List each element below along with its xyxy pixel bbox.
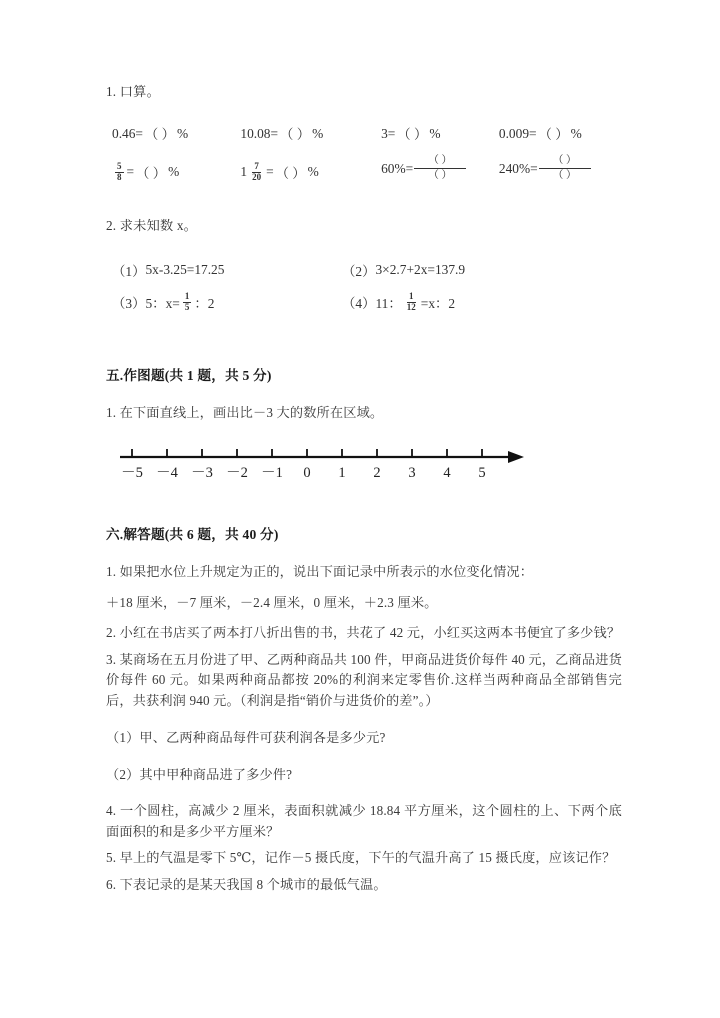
percent-icon: % bbox=[168, 164, 180, 180]
fraction-five-eighths bbox=[115, 162, 124, 182]
fraction-numerator: 1 bbox=[409, 291, 414, 302]
number-line-label-2: －3 bbox=[191, 465, 213, 482]
blank-fraction-8[interactable] bbox=[539, 155, 591, 182]
oral-calc-item-7-op: = bbox=[405, 160, 414, 176]
oral-calc-item-3-left: 3= bbox=[381, 125, 396, 141]
solve-x-item-2-text: 3×2.7+2x=137.9 bbox=[375, 262, 466, 278]
percent-icon: % bbox=[570, 125, 582, 141]
solve-x-item-1-text: 5x-3.25=17.25 bbox=[145, 262, 225, 278]
solve-x-item-1-label: （1） bbox=[112, 263, 146, 279]
fraction-denominator: 8 bbox=[117, 171, 122, 182]
solve-x-item-2 bbox=[342, 261, 532, 280]
percent-icon: % bbox=[307, 164, 319, 180]
oral-calc-item-5-op: = bbox=[126, 164, 135, 180]
number-line-label-10: 5 bbox=[478, 465, 486, 482]
page-content bbox=[106, 82, 622, 895]
number-line-label-8: 3 bbox=[408, 465, 416, 482]
section-five-question: 1. 在下面直线上，画出比－3 大的数所在区域。 bbox=[106, 405, 384, 421]
oral-calc-item-4-blank[interactable]: （ ） bbox=[538, 127, 569, 142]
blank-fraction-denominator[interactable]: （ ） bbox=[552, 170, 577, 182]
oral-calc-item-8-left: 240% bbox=[498, 160, 531, 176]
blank-fraction-denominator[interactable]: （ ） bbox=[428, 170, 452, 182]
fraction-one-fifth bbox=[183, 292, 192, 312]
section-six-q4: 4. 一个圆柱，高减少 2 厘米，表面积就减少 18.84 平方厘米，这个圆柱的上、下两个底面面积的和是多少平方厘米？ bbox=[106, 803, 622, 839]
oral-calc-title bbox=[106, 82, 622, 102]
oral-calc-item-3-blank[interactable]: （ ） bbox=[397, 127, 428, 142]
number-line-label-5: 0 bbox=[303, 465, 311, 482]
oral-calc-item-8 bbox=[499, 155, 622, 182]
solve-x-item-4-suffix: =x：2 bbox=[420, 295, 456, 311]
solve-x-item-2-label: （2） bbox=[342, 263, 376, 279]
number-line-label-6: 1 bbox=[338, 465, 346, 482]
blank-fraction-numerator[interactable]: （ ） bbox=[414, 155, 466, 169]
solve-x-item-1 bbox=[112, 261, 342, 280]
fraction-denominator: 20 bbox=[252, 171, 262, 182]
fraction-denominator: 5 bbox=[184, 301, 190, 312]
solve-x-item-4 bbox=[342, 292, 532, 312]
solve-x-item-3 bbox=[112, 292, 342, 312]
section-six-q1-line2: ＋18 厘米，－7 厘米，－2.4 厘米，0 厘米，＋2.3 厘米。 bbox=[106, 595, 438, 611]
oral-calc-item-8-op: = bbox=[530, 160, 538, 176]
solve-x-row-2 bbox=[112, 290, 622, 314]
oral-calc-item-7 bbox=[381, 155, 499, 182]
fraction-one-twelfth bbox=[405, 292, 418, 312]
section-five-heading: 五.作图题(共 1 题，共 5 分) bbox=[106, 368, 272, 384]
oral-calc-item-1-left: 0.46= bbox=[112, 125, 143, 141]
mixed-number-one-seven-twentieths bbox=[240, 162, 266, 182]
number-line-label-0: －5 bbox=[121, 465, 143, 482]
oral-calc-item-2 bbox=[240, 124, 381, 143]
number-line-arrow-icon bbox=[508, 451, 524, 463]
fraction-numerator: 7 bbox=[254, 161, 259, 172]
solve-x-item-3-label: （3） bbox=[112, 295, 146, 311]
oral-calc-item-6-blank[interactable]: （ ） bbox=[275, 165, 306, 181]
section-six-q3: 3. 某商场在五月份进了甲、乙两种商品共 100 件，甲商品进货价每件 40 元，乙商品进货价每件 60 元。如果两种商品都按 20%的利润来定零售价.这样当两种商品全部销售完后，共获利润 940 元。（利润是指“销价与进货价的差”。） bbox=[106, 651, 622, 708]
number-line-label-4: －1 bbox=[261, 465, 283, 482]
fraction-seven-twentieths bbox=[250, 162, 263, 182]
mixed-whole: 1 bbox=[240, 164, 248, 180]
section-six-q2: 2. 小红在书店买了两本打八折出售的书，共花了 42 元，小红买这两本书便宜了多少钱？ bbox=[106, 625, 621, 641]
oral-calc-item-5-blank[interactable]: （ ） bbox=[135, 165, 167, 181]
fraction-numerator: 1 bbox=[184, 291, 190, 302]
oral-calc-row-2 bbox=[112, 155, 622, 182]
number-line-label-1: －4 bbox=[156, 465, 178, 482]
oral-calc-title-text: 口算。 bbox=[119, 84, 160, 99]
number-line-label-7: 2 bbox=[373, 465, 381, 482]
oral-calc-item-4 bbox=[499, 124, 622, 143]
percent-icon: % bbox=[177, 125, 189, 141]
solve-x-number: 2. bbox=[106, 218, 117, 234]
solve-x-item-4-label: （4） bbox=[342, 295, 376, 311]
blank-fraction-7[interactable] bbox=[414, 155, 466, 182]
fraction-numerator: 5 bbox=[117, 161, 122, 172]
oral-calc-item-2-left: 10.08= bbox=[240, 125, 279, 141]
blank-fraction-numerator[interactable]: （ ） bbox=[539, 155, 591, 169]
section-six-q5: 5. 早上的气温是零下 5℃，记作－5 摄氏度，下午的气温升高了 15 摄氏度，应该记作？ bbox=[106, 850, 616, 866]
section-six-q6: 6. 下表记录的是某天我国 8 个城市的最低气温。 bbox=[106, 876, 387, 892]
oral-calc-item-6-op: = bbox=[266, 164, 274, 180]
oral-calc-item-1 bbox=[112, 124, 240, 143]
percent-icon: % bbox=[312, 125, 324, 141]
number-line-ticks bbox=[132, 449, 482, 457]
solve-x-item-3-prefix: 5：x= bbox=[145, 295, 180, 311]
section-six-q3-sub2: （2）其中甲种商品进了多少件? bbox=[106, 767, 293, 783]
oral-calc-item-1-blank[interactable]: （ ） bbox=[144, 127, 176, 142]
solve-x-row-1 bbox=[112, 258, 622, 282]
number-line-figure bbox=[114, 439, 622, 495]
oral-calc-row-1 bbox=[112, 124, 622, 143]
oral-calc-item-5 bbox=[112, 162, 240, 182]
percent-icon: % bbox=[429, 125, 441, 141]
oral-calc-number: 1. bbox=[106, 84, 117, 99]
oral-calc-item-7-left: 60% bbox=[381, 160, 406, 176]
section-six-heading: 六.解答题(共 6 题，共 40 分) bbox=[106, 527, 279, 543]
number-line-label-3: －2 bbox=[226, 465, 248, 482]
section-six-q1-line1: 1. 如果把水位上升规定为正的，说出下面记录中所表示的水位变化情况： bbox=[106, 564, 534, 580]
oral-calc-item-2-blank[interactable]: （ ） bbox=[279, 127, 311, 142]
solve-x-title bbox=[106, 216, 622, 236]
solve-x-item-3-suffix: ：2 bbox=[194, 295, 215, 311]
number-line-svg bbox=[114, 439, 534, 489]
oral-calc-item-4-left: 0.009= bbox=[498, 125, 537, 141]
oral-calc-item-3 bbox=[381, 124, 499, 143]
solve-x-title-text: 求未知数 x。 bbox=[119, 218, 198, 234]
fraction-denominator: 12 bbox=[406, 301, 416, 312]
oral-calc-item-6 bbox=[240, 162, 381, 182]
section-six-q3-sub1: （1）甲、乙两种商品每件可获利润各是多少元? bbox=[106, 730, 386, 746]
number-line-labels bbox=[121, 465, 486, 481]
solve-x-item-4-prefix: 11： bbox=[375, 295, 402, 311]
number-line-label-9: 4 bbox=[443, 465, 451, 482]
